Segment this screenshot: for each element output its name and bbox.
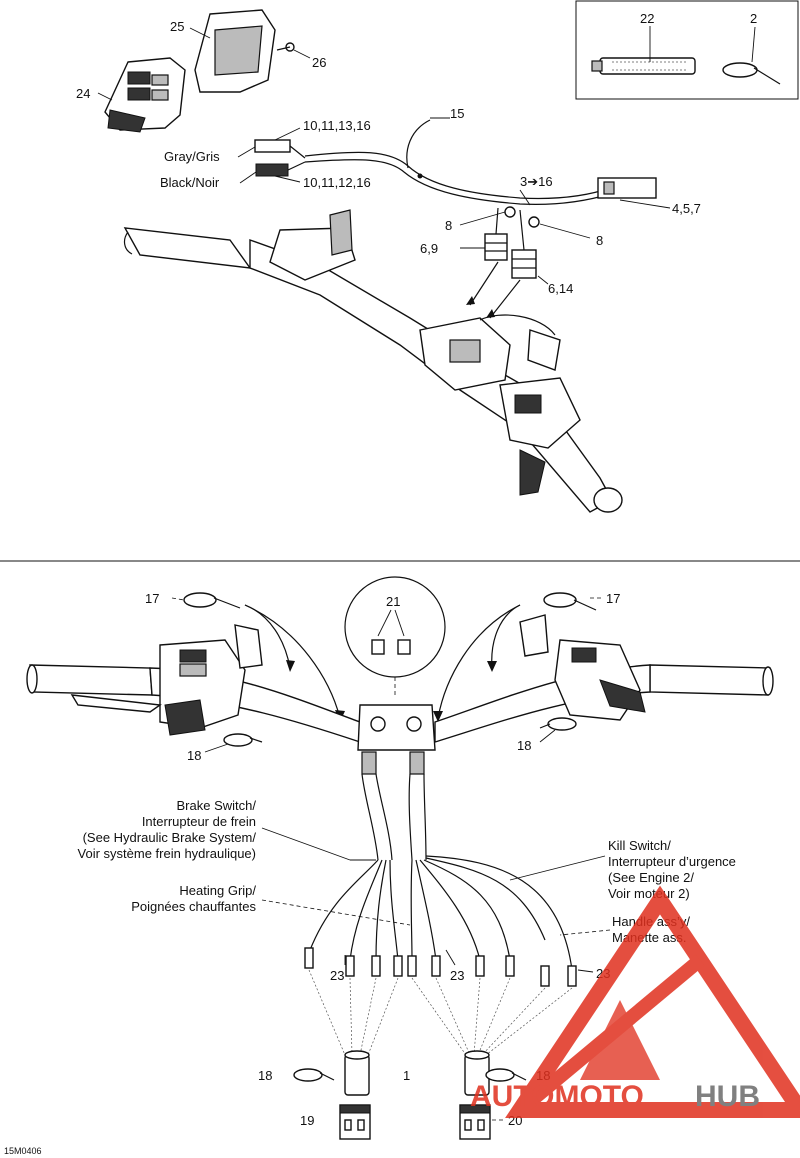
callout-22: 22 [640, 11, 655, 26]
screw-part-26 [277, 43, 294, 51]
connector-housing-part-19 [340, 1105, 370, 1139]
callout-3-16: 3➔16 [520, 174, 553, 189]
callout-15: 15 [450, 106, 465, 121]
callout-23-right: 23 [596, 966, 611, 981]
heat-shrink-tube-part-22 [592, 58, 695, 74]
switch-housing-part-24 [105, 58, 185, 132]
callout-1: 1 [403, 1068, 411, 1083]
inset-box [576, 1, 798, 99]
harness-bundle [310, 774, 572, 970]
callout-18-bottom-left: 18 [258, 1068, 273, 1083]
callout-10-11-12-16: 10,11,12,16 [303, 175, 371, 190]
callout-8-left: 8 [445, 218, 453, 233]
callout-18-left: 18 [187, 748, 202, 763]
cable-tie-part-18-bottom-left [294, 1069, 334, 1081]
callout-18-bottom-right: 18 [536, 1068, 551, 1083]
callout-17-left: 17 [145, 591, 160, 606]
note-kill-switch-line3: (See Engine 2/ [608, 870, 695, 885]
terminals-row [305, 948, 576, 986]
callout-2: 2 [750, 11, 758, 26]
note-handle-assy-line2: Manette ass. [612, 930, 687, 945]
cable-tie-part-17-left [184, 593, 240, 608]
callout-23-left: 23 [330, 968, 345, 983]
note-heating-grip-line1: Heating Grip/ [179, 883, 256, 898]
note-brake-switch-line2: Interrupteur de frein [141, 814, 256, 829]
callout-10-11-13-16: 10,11,13,16 [303, 118, 371, 133]
cable-tie-part-17-right [544, 593, 596, 610]
heat-shrink-part-1-left [345, 1051, 369, 1095]
note-brake-switch-line3: (See Hydraulic Brake System/ [82, 830, 256, 845]
callout-8-right: 8 [596, 233, 604, 248]
note-brake-switch-line1: Brake Switch/ [176, 798, 256, 813]
note-kill-switch-line1: Kill Switch/ [608, 838, 671, 853]
connector-black-part-10 [256, 162, 305, 176]
note-kill-switch-line2: Interrupteur d’urgence [608, 854, 736, 869]
watermark-text-b: HUB [695, 1080, 760, 1113]
cable-tie-part-18-right [540, 718, 576, 730]
connector-part-6-14 [512, 250, 536, 278]
note-heating-grip-line2: Poignées chauffantes [131, 899, 256, 914]
note-brake-switch-line4: Voir système frein hydraulique) [77, 846, 256, 861]
callout-6-9: 6,9 [420, 241, 439, 256]
switch-cover-part-25 [195, 10, 275, 92]
cable-tie-part-18-left [224, 734, 262, 746]
callout-24: 24 [76, 86, 91, 101]
diagram-code: 15M0406 [4, 1146, 42, 1156]
callout-25: 25 [170, 19, 185, 34]
callout-4-5-7: 4,5,7 [672, 201, 701, 216]
callout-21: 21 [386, 594, 401, 609]
callout-26: 26 [312, 55, 327, 70]
connector-part-6-9 [485, 234, 507, 260]
automotohub-watermark [470, 900, 800, 1113]
handlebar-assembly-top [125, 210, 622, 512]
label-black-noir: Black/Noir [160, 175, 220, 190]
note-kill-switch-line4: Voir moteur 2) [608, 886, 690, 901]
callout-20: 20 [508, 1113, 523, 1128]
callout-6-14: 6,14 [548, 281, 574, 296]
watermark-text-a: AUTOMOTO [470, 1080, 644, 1113]
callout-23-mid: 23 [450, 968, 465, 983]
callout-18-right: 18 [517, 738, 532, 753]
note-handle-assy-line1: Handle ass’y/ [612, 914, 691, 929]
connector-gray-part-10 [255, 140, 305, 158]
callout-19: 19 [300, 1113, 315, 1128]
guide-lines [309, 970, 572, 1055]
cable-tie-part-2 [723, 63, 780, 84]
center-clamp [358, 705, 435, 774]
label-gray-gris: Gray/Gris [164, 149, 220, 164]
callout-17-right: 17 [606, 591, 621, 606]
